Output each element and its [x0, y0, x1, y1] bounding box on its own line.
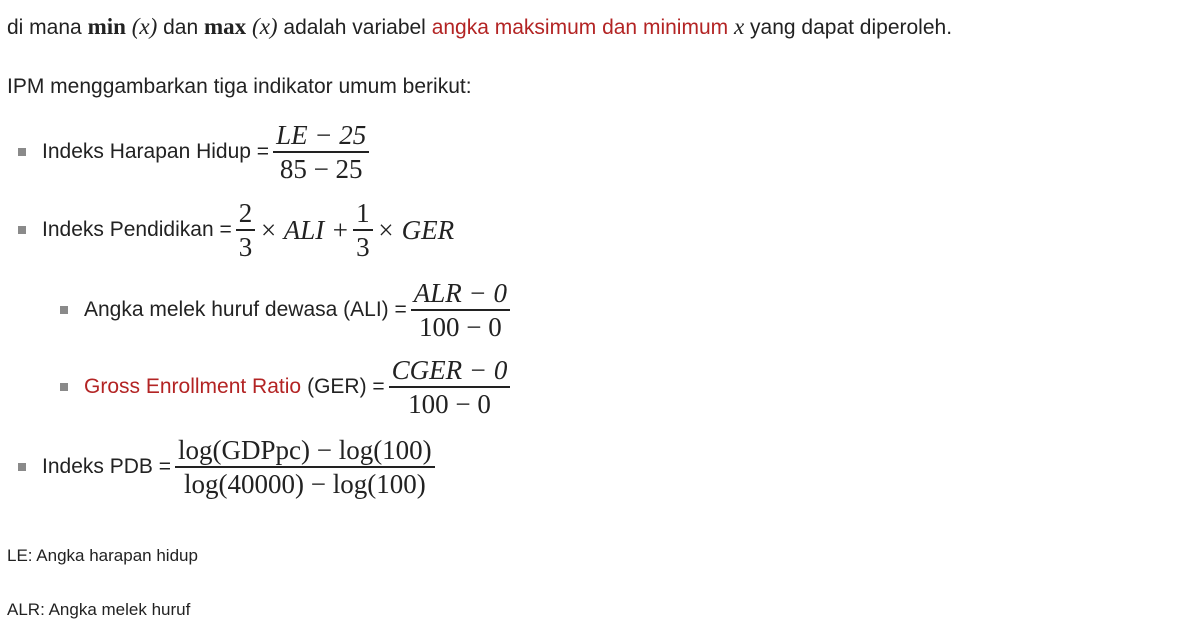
ger-fraction: [389, 354, 511, 420]
list-item-ali: [60, 277, 514, 343]
angka-maks-min-link[interactable]: angka maksimum dan minimum: [431, 16, 729, 39]
ali-label: Angka melek huruf dewasa (ALI) =: [84, 298, 407, 321]
fraction-denominator: 3: [238, 232, 253, 262]
intro-suffix: yang dapat diperoleh.: [750, 16, 953, 39]
list-item-ger: [60, 354, 514, 420]
ipm-line: IPM menggambarkan tiga indikator umum berikut:: [7, 75, 472, 98]
var-x: x: [733, 14, 745, 39]
bullet-icon: [18, 463, 26, 471]
min-symbol: min: [87, 14, 126, 39]
intro-after-max: adalah variabel: [283, 16, 426, 39]
harapan-denominator: 85 − 25: [279, 154, 363, 184]
bullet-icon: [60, 383, 68, 391]
harapan-fraction: [273, 119, 369, 185]
pendidikan-term-ali: × ALI +: [259, 214, 350, 245]
fraction-one-third: [353, 197, 373, 263]
ger-denominator: 100 − 0: [408, 389, 491, 419]
fraction-numerator: 2: [236, 197, 256, 231]
pendidikan-label: Indeks Pendidikan =: [42, 218, 232, 241]
max-symbol: max: [204, 14, 247, 39]
fraction-two-thirds: [236, 197, 256, 263]
fraction-numerator: 1: [353, 197, 373, 231]
ali-numerator: ALR − 0: [411, 277, 510, 311]
max-arg: (x): [252, 14, 278, 39]
fraction-denominator: 3: [356, 232, 370, 262]
bullet-icon: [18, 148, 26, 156]
pdb-fraction: [175, 434, 435, 500]
pdb-numerator: log(GDPpc) − log(100): [175, 434, 435, 468]
intro-dan: dan: [163, 16, 199, 39]
ger-numerator: CGER − 0: [389, 354, 511, 388]
ali-fraction: [411, 277, 510, 343]
gross-enrollment-ratio-link[interactable]: Gross Enrollment Ratio: [84, 375, 302, 398]
intro-prefix: di mana: [7, 16, 82, 39]
ali-denominator: 100 − 0: [419, 312, 502, 342]
note-le: LE: Angka harapan hidup: [7, 546, 198, 565]
harapan-label: Indeks Harapan Hidup =: [42, 140, 270, 163]
ger-label: (GER) =: [307, 375, 385, 398]
intro-line: [7, 14, 952, 41]
bullet-icon: [18, 226, 26, 234]
min-arg: (x): [131, 14, 158, 39]
pendidikan-term-ger: × GER: [376, 214, 455, 245]
harapan-numerator: LE − 25: [273, 119, 369, 153]
list-item-harapan-hidup: [18, 119, 373, 185]
pdb-label: Indeks PDB =: [42, 455, 171, 478]
pdb-denominator: log(40000) − log(100): [183, 469, 426, 499]
bullet-icon: [60, 306, 68, 314]
list-item-pendidikan: [18, 197, 454, 263]
list-item-pdb: [18, 434, 439, 500]
note-alr: ALR: Angka melek huruf: [7, 600, 191, 619]
